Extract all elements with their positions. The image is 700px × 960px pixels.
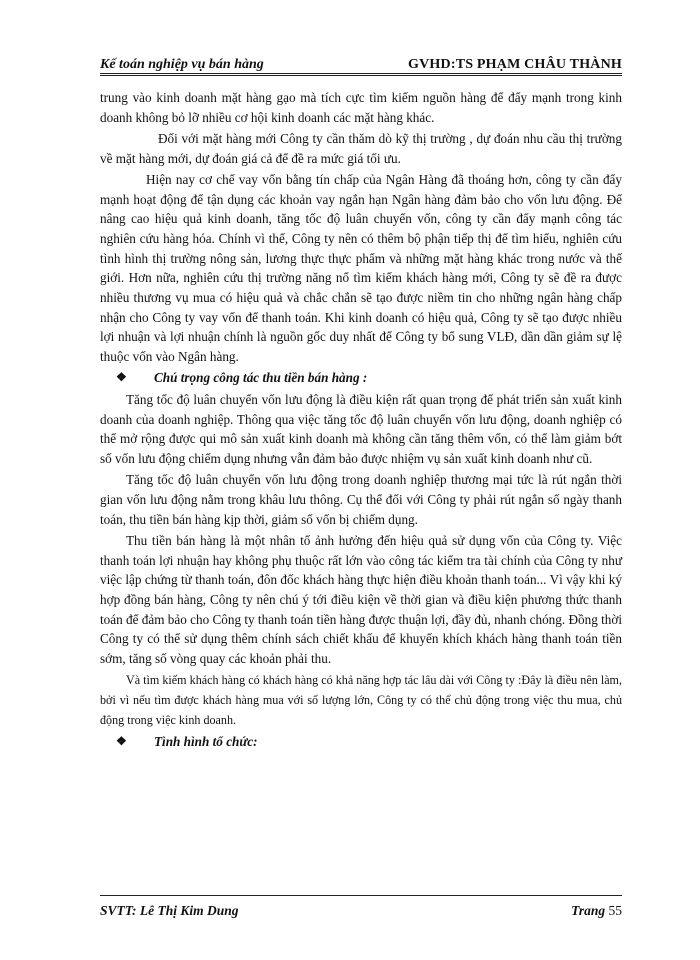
page-label: Trang [571, 903, 606, 918]
page-footer [100, 895, 622, 919]
section-heading-text: Tình hình tổ chức: [154, 733, 258, 749]
paragraph-continued: trung vào kinh doanh mặt hàng gạo mà tích cực tìm kiếm nguồn hàng để đẩy mạnh trong kinh doanh không bỏ lỡ nhiều cơ hội kinh doanh các mặt hàng khác. [100, 90, 622, 125]
paragraph-new-products: Đối với mặt hàng mới Công ty cần thăm dò kỹ thị trường , dự đoán nhu cầu thị trường về mặt hàng mới, dự đoán giá cả để đề ra mức giá tối ưu. [100, 130, 622, 166]
page-body [100, 88, 622, 754]
diamond-bullet-icon: ❖ [116, 733, 127, 748]
paragraph-long-term-customers: Và tìm kiếm khách hàng có khách hàng có khả năng hợp tác lâu dài với Công ty :Đây là điều nên làm, bởi vì nếu tìm được khách hàng mua với số lượng lớn, Công ty có thể chủ động trong việc thu mua, chủ động trong việc kinh doanh. [100, 673, 622, 728]
diamond-bullet-icon: ❖ [116, 370, 127, 385]
section-heading-organization [116, 732, 622, 752]
page-number-value: 55 [608, 903, 622, 918]
footer-page-number [571, 903, 622, 919]
section-heading-collection [116, 368, 622, 388]
header-document-title: Kế toán nghiệp vụ bán hàng [100, 57, 264, 72]
paragraph-capital-turnover: Tăng tốc độ luân chuyển vốn lưu động là điều kiện rất quan trọng để phát triển sản xuất kinh doanh của doanh nghiệp. Thông qua việc tăng tốc độ luân chuyển vốn lưu động, doanh nghiệp có thể mở rộng được qui mô sản xuất kinh doanh mà không cần tăng thêm vốn, có thể làm giảm bớt số vốn lưu động chiếm dụng nhưng vẫn đảm bảo được nhiệm vụ sản xuất kinh doanh như cũ. [100, 392, 622, 467]
header-supervisor: GVHD:TS PHẠM CHÂU THÀNH [408, 57, 622, 72]
paragraph-bank-loans: Hiện nay cơ chế vay vốn bằng tín chấp của Ngân Hàng đã thoáng hơn, công ty cần đẩy mạnh hoạt động để tận dụng các khoản vay ngắn hạn Ngân hàng đảm bảo cho vốn lưu động. Để nâng cao hiệu quả kinh doanh, tăng tốc độ luân chuyển vốn, công ty cần đẩy mạnh công tác nghiên cứu hàng hóa. Chính vì thế, Công ty nên có thêm bộ phận tiếp thị để tìm hiểu, nghiên cứu tình hình thị trường nông sản, lương thực thực phẩm và những mặt hàng khác trong nước và thế giới. Hơn nữa, nghiên cứu thị trường năng nổ tìm kiếm khách hàng mới, Công ty sẽ đề ra được nhiều thương vụ mua có hiệu quả và chắc chắn sẽ tạo được niềm tin cho những ngân hàng chấp nhận cho Công ty vay vốn để thanh toán. Khi kinh doanh có hiệu quả, Công ty sẽ tạo được nhiều lợi nhuận và lợi nhuận chính là nguồn gốc duy nhất để Công ty bổ sung VLĐ, dần dần giảm sự lệ thuộc vốn vào Ngân hàng. [100, 171, 622, 365]
section-heading-text: Chú trọng công tác thu tiền bán hàng : [154, 370, 368, 386]
paragraph-trade-turnover: Tăng tốc độ luân chuyển vốn lưu động trong doanh nghiệp thương mại tức là rút ngắn thời gian vốn lưu động nằm trong khâu lưu thông. Cụ thể đối với Công ty phải rút ngắn số ngày thanh toán, thu tiền bán hàng kịp thời, giảm số vốn bị chiếm dụng. [100, 472, 622, 527]
footer-student-name: SVTT: Lê Thị Kim Dung [100, 903, 239, 918]
paragraph-sales-collection: Thu tiền bán hàng là một nhân tố ảnh hưởng đến hiệu quả sử dụng vốn của Công ty. Việc thanh toán lợi nhuận hay không phụ thuộc rất lớn vào công tác kiểm tra tài chính của Công ty như việc lập chứng từ thanh toán, đôn đốc khách hàng thực hiện điều khoản thanh toán... Vì vậy khi ký hợp đồng bán hàng, Công ty nên chú ý tới điều kiện về thời gian và điều kiện phương thức thanh toán để đảm bảo cho Công ty thanh toán tiền hàng được thuận lợi, đầy đủ, nhanh chóng. Đồng thời Công ty có thể sử dụng thêm chính sách chiết khấu để khuyến khích khách hàng thanh toán tiền sớm, tăng số vòng quay các khoản phải thu. [100, 532, 622, 667]
page-header [100, 47, 622, 76]
